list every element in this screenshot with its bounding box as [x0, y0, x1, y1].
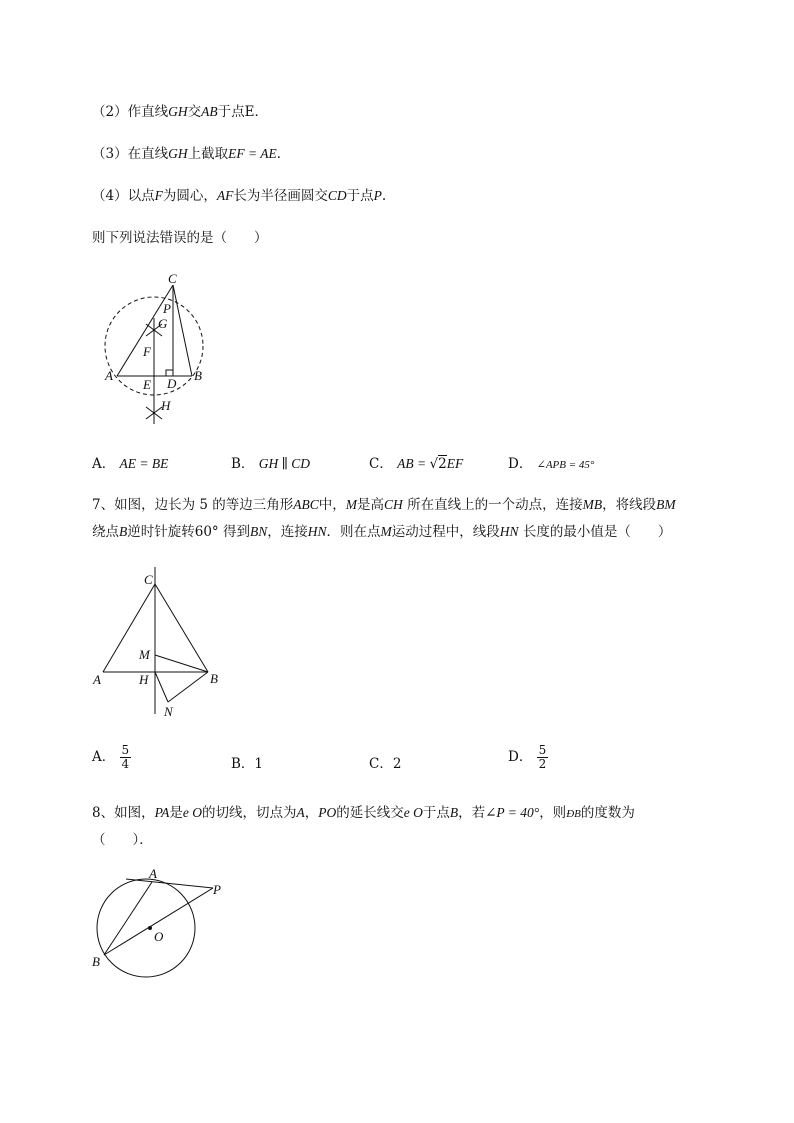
q8-var-a: A [296, 805, 305, 820]
q6-label-b: B [194, 368, 202, 383]
step-4-var-p: P [373, 188, 382, 203]
q8-text-4: ， [304, 805, 319, 821]
q8-label-b: B [92, 954, 100, 969]
step-4-var-f: F [154, 188, 163, 203]
q7-option-d-fraction [537, 744, 549, 771]
q7-text-11: 长度的最小值是（ ） [522, 524, 672, 540]
q8-label-p: P [213, 882, 221, 897]
q6-label-h: H [161, 398, 171, 413]
q7-option-d[interactable] [508, 744, 548, 771]
q7-var-abc: ABC [293, 497, 319, 512]
q8-line-1 [92, 801, 635, 821]
q8-tangent-pa [126, 879, 213, 888]
q7-var-bm: BM [656, 497, 676, 512]
q6-option-c[interactable] [369, 452, 463, 472]
q6-option-d-key: D． [508, 456, 533, 472]
q6-label-p: P [163, 301, 171, 316]
q7-text-8: ，连接 [267, 524, 308, 540]
q8-center-dot [148, 926, 152, 930]
q8-var-circle-o: e O [182, 805, 202, 820]
q6-option-a[interactable] [92, 452, 168, 472]
q8-text-8: ，则 [539, 805, 567, 821]
q7-label-n: N [164, 704, 173, 719]
q7-option-d-num: 5 [538, 743, 547, 757]
step-2-var-gh: GH [168, 104, 188, 119]
q8-angle-p: ∠P = 40° [485, 805, 540, 820]
step-4-var-af: AF [216, 188, 234, 203]
step-4-text-post: . [381, 188, 387, 204]
step-2-text: （2）作直线 [92, 104, 169, 120]
q6-option-d-text: ∠APB = 45° [536, 459, 595, 471]
q8-var-circle-o2: e O [403, 805, 423, 820]
q8-var-b: B [449, 805, 459, 820]
q7-option-c-text: 2 [392, 756, 402, 772]
q7-option-b[interactable] [231, 752, 263, 772]
q7-text-4: 所在直线上的一个动点，连接 [407, 497, 583, 513]
step-2-var-ab: AB [201, 104, 218, 119]
q7-line-2 [92, 520, 671, 540]
q7-text-9: ．则在点 [326, 524, 381, 540]
q7-line-mb [155, 655, 208, 672]
q6-label-g: G [158, 316, 168, 331]
q8-text-3: 的切线，切点为 [201, 805, 297, 821]
q7-label-a: A [93, 672, 101, 687]
q6-label-c: C [168, 271, 177, 286]
q6-option-b-text: GH ∥ CD [258, 456, 310, 471]
q7-var-ch: CH [384, 497, 403, 512]
q7-var-hn: HN [307, 524, 327, 539]
step-4-text: （4）以点 [92, 188, 155, 204]
q7-option-a[interactable] [92, 744, 131, 771]
q7-option-d-key: D． [508, 749, 533, 765]
sqrt-icon: √ [429, 456, 439, 472]
q6-label-d: D [167, 376, 177, 391]
q7-option-a-den: 4 [121, 757, 130, 771]
q7-var-b: B [119, 524, 128, 539]
q7-option-b-key: B． [231, 756, 255, 772]
q7-option-c-key: C． [369, 756, 393, 772]
q6-option-c-radicand: 2 [438, 456, 447, 472]
q7-line-hn [155, 672, 168, 702]
q8-text-2: 是 [169, 805, 183, 821]
q6-option-d[interactable] [508, 452, 594, 472]
q6-label-a: A [105, 368, 113, 383]
q7-option-a-num: 5 [121, 743, 130, 757]
q7-option-d-den: 2 [538, 757, 547, 771]
q8-var-pa: PA [154, 805, 170, 820]
q6-label-f: F [143, 344, 151, 359]
step-4-var-cd: CD [327, 188, 347, 203]
q7-text-3: 是高 [357, 497, 385, 513]
q7-label-b: B [210, 671, 218, 686]
step-3-equation: EF = AE [228, 146, 277, 161]
step-3-text-mid: 上截取 [187, 146, 229, 162]
q7-label-c: C [144, 572, 153, 587]
q7-text-2: 中， [318, 497, 346, 513]
q7-text-5: ，将线段 [602, 497, 657, 513]
q6-option-c-pre: AB = [397, 456, 430, 471]
q7-label-h: H [139, 672, 149, 687]
q8-text-9: 的度数为 [580, 805, 635, 821]
q8-text-7: ，若 [458, 805, 486, 821]
q8-line-2: （ ）． [92, 832, 153, 848]
q8-angle-b: ÐB [566, 808, 581, 820]
q7-var-m2: M [380, 524, 392, 539]
q7-var-m: M [345, 497, 358, 512]
q7-option-c[interactable] [369, 752, 401, 772]
q7-option-a-fraction [120, 744, 132, 771]
step-2-text-mid: 交 [187, 104, 202, 120]
step-2-text-post: 于点E． [217, 104, 268, 120]
q7-line-bn [168, 672, 208, 702]
q6-prompt: 则下列说法错误的是（ ） [92, 230, 268, 246]
q8-circle-o [97, 879, 195, 977]
q7-text-6: 绕点 [92, 524, 119, 540]
q8-text-5: 的延长线交 [336, 805, 404, 821]
q7-line-1 [92, 493, 676, 513]
q6-option-a-text: AE = BE [119, 456, 169, 471]
q6-option-c-key: C． [369, 456, 393, 472]
q7-line-bc [155, 584, 208, 672]
q7-label-m: M [139, 647, 150, 662]
step-4-text-1: 为圆心， [162, 188, 217, 204]
q7-text-7: 逆时针旋转60° 得到 [127, 524, 250, 540]
q7-option-b-text: 1 [254, 756, 264, 772]
q7-var-hn2: HN [499, 524, 519, 539]
q8-text-6: 于点 [422, 805, 450, 821]
step-3-text: （3）在直线 [92, 146, 169, 162]
q7-text-1: 7、如图，边长为 5 的等边三角形 [92, 497, 294, 513]
step-4-text-2: 长为半径画圆交 [233, 188, 328, 204]
step-3-var-gh: GH [168, 146, 188, 161]
q8-label-a: A [149, 866, 157, 881]
q6-option-b-key: B． [231, 456, 255, 472]
q6-option-b[interactable] [231, 452, 310, 472]
q7-option-a-key: A． [92, 749, 116, 765]
q6-option-a-key: A． [92, 456, 116, 472]
q6-label-e: E [143, 377, 151, 392]
q7-var-mb: MB [582, 497, 603, 512]
q6-option-c-post: EF [446, 456, 464, 471]
q7-var-bn: BN [249, 524, 268, 539]
step-3-text-post: ． [276, 146, 291, 162]
q8-label-o: O [154, 929, 164, 944]
step-4-text-3: 于点 [346, 188, 374, 204]
q8-line-pb [104, 888, 213, 955]
q7-text-10: 运动过程中，线段 [391, 524, 500, 540]
q8-var-po: PO [318, 805, 337, 820]
q6-line-bc [173, 285, 192, 376]
q8-text-1: 8、如图， [92, 805, 155, 821]
